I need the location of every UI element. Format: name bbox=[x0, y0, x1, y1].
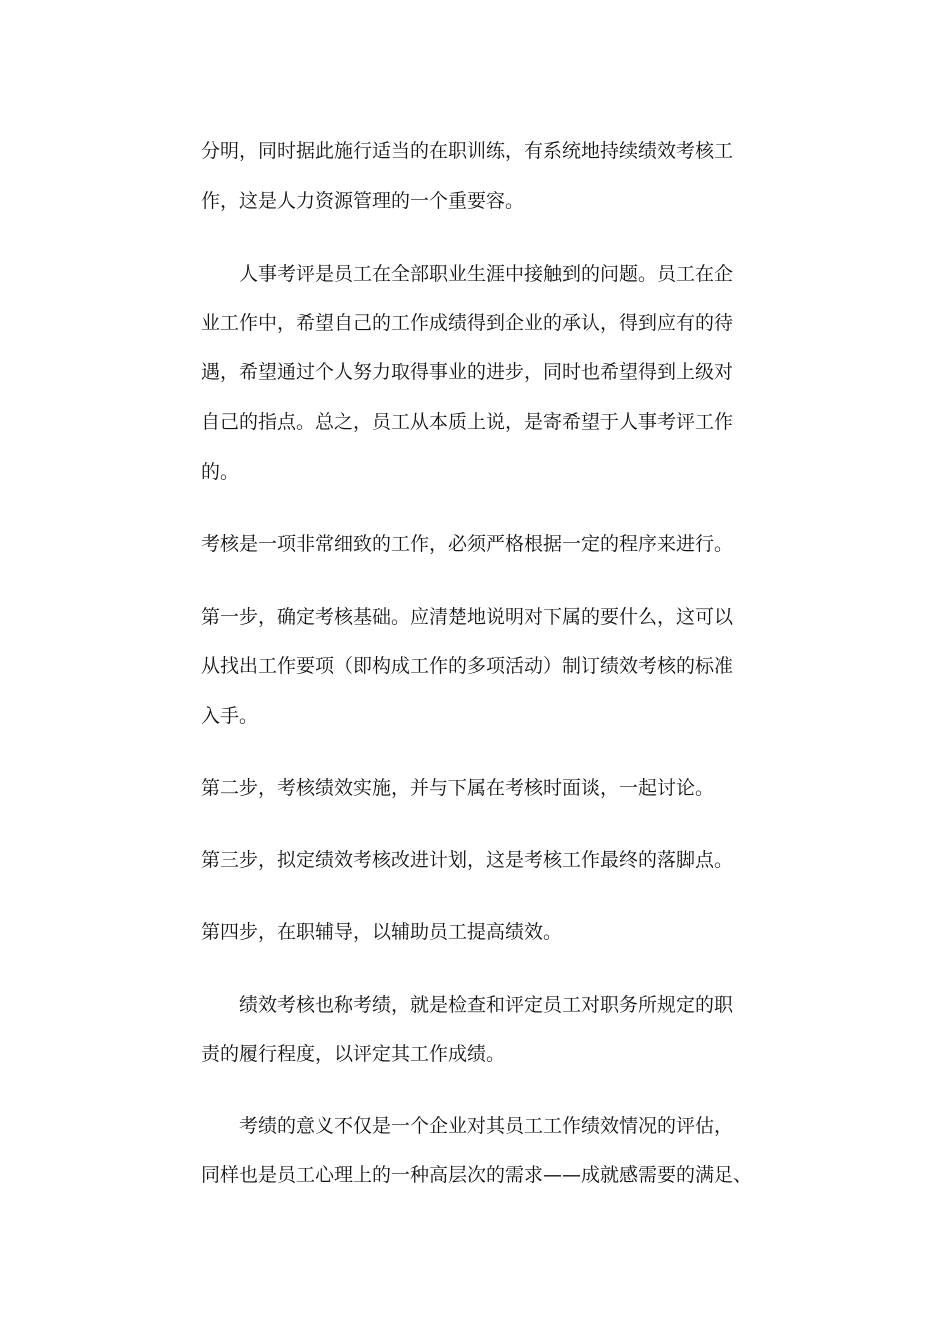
text-line: 同样也是员工心理上的一种高层次的需求——成就感需要的满足、 bbox=[201, 1164, 753, 1186]
text-line: 入手。 bbox=[201, 705, 259, 727]
text-line: 自己的指点。总之，员工从本质上说，是寄希望于人事考评工作 bbox=[201, 411, 734, 433]
text-line: 业工作中，希望自己的工作成绩得到企业的承认，得到应有的待 bbox=[201, 312, 734, 334]
text-line: 的。 bbox=[201, 461, 240, 483]
text-line: 从找出工作要项（即构成工作的多项活动）制订绩效考核的标准 bbox=[201, 655, 734, 677]
text-line: 第一步，确定考核基础。应清楚地说明对下属的要什么，这可以 bbox=[201, 606, 734, 628]
text-line: 第三步，拟定绩效考核改进计划，这是考核工作最终的落脚点。 bbox=[201, 849, 734, 871]
text-line: 第四步，在职辅导，以辅助员工提高绩效。 bbox=[201, 921, 563, 943]
text-line: 作，这是人力资源管理的一个重要容。 bbox=[201, 190, 525, 212]
text-line: 遇，希望通过个人努力取得事业的进步，同时也希望得到上级对 bbox=[201, 361, 734, 383]
text-line: 考绩的意义不仅是一个企业对其员工工作绩效情况的评估， bbox=[239, 1115, 734, 1137]
text-line: 考核是一项非常细致的工作，必须严格根据一定的程序来进行。 bbox=[201, 533, 734, 555]
text-line: 人事考评是员工在全部职业生涯中接触到的问题。员工在企 bbox=[239, 263, 734, 285]
text-line: 第二步，考核绩效实施，并与下属在考核时面谈，一起讨论。 bbox=[201, 777, 715, 799]
text-line: 分明，同时据此施行适当的在职训练，有系统地持续绩效考核工 bbox=[201, 140, 734, 162]
text-line: 绩效考核也称考绩，就是检查和评定员工对职务所规定的职 bbox=[239, 994, 734, 1016]
text-line: 责的履行程度，以评定其工作成绩。 bbox=[201, 1043, 506, 1065]
